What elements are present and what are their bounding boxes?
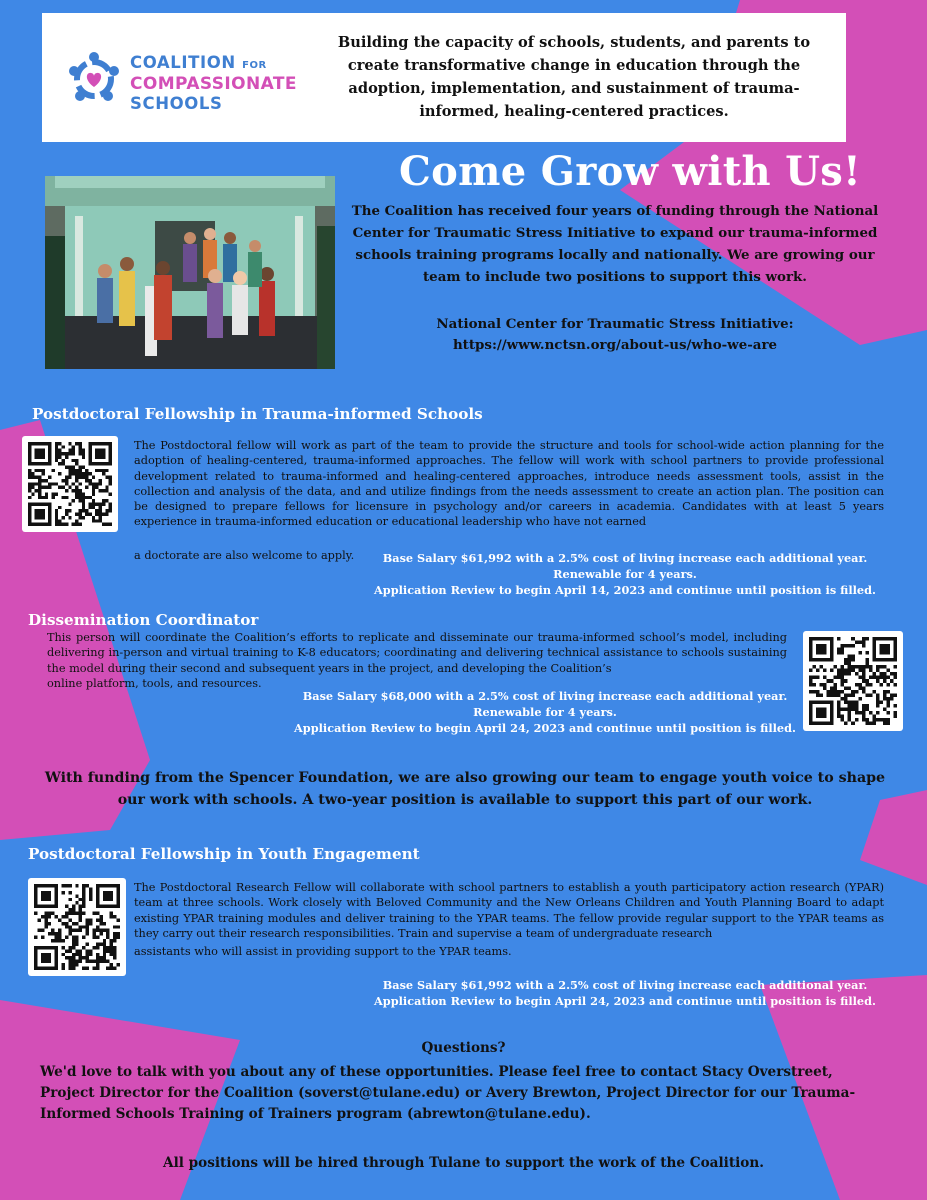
hero-title: Come Grow with Us! bbox=[399, 148, 861, 195]
position-2-salary: Base Salary $68,000 with a 2.5% cost of living increase each additional year. bbox=[302, 689, 788, 703]
logo-line3: SCHOOLS bbox=[130, 94, 223, 113]
position-3-review: Application Review to begin April 24, 2023 and continue until position is filled. bbox=[374, 994, 876, 1008]
qr-code-icon bbox=[28, 442, 112, 526]
nctsn-label: National Center for Traumatic Stress Initiative: bbox=[436, 316, 794, 332]
qr-code-position-3[interactable] bbox=[28, 878, 126, 976]
footer-note: All positions will be hired through Tulane to support the work of the Coalition. bbox=[163, 1155, 764, 1171]
nctsn-link[interactable]: https://www.nctsn.org/about-us/who-we-are bbox=[452, 337, 778, 353]
position-2-title: Dissemination Coordinator bbox=[28, 611, 259, 629]
nctsn-reference bbox=[345, 314, 885, 356]
position-1-renewable: Renewable for 4 years. bbox=[553, 567, 697, 581]
people-circle-heart-icon bbox=[64, 49, 124, 109]
logo-line2: COMPASSIONATE bbox=[130, 74, 297, 94]
position-1-description-end: a doctorate are also welcome to apply. bbox=[134, 549, 355, 562]
position-1-salary: Base Salary $61,992 with a 2.5% cost of living increase each additional year. bbox=[382, 551, 868, 565]
questions-heading: Questions? bbox=[421, 1040, 506, 1056]
position-1-review: Application Review to begin April 14, 2023 and continue until position is filled. bbox=[374, 583, 876, 597]
header-banner bbox=[42, 13, 846, 142]
position-3-salary: Base Salary $61,992 with a 2.5% cost of living increase each additional year. bbox=[382, 978, 868, 992]
qr-code-position-1[interactable] bbox=[22, 436, 118, 532]
team-photo bbox=[45, 176, 335, 369]
logo-for: FOR bbox=[242, 60, 267, 71]
position-3-description-end: assistants who will assist in providing support to the YPAR teams. bbox=[134, 945, 512, 958]
position-2-renewable: Renewable for 4 years. bbox=[473, 705, 617, 719]
position-2-review: Application Review to begin April 24, 2023 and continue until position is filled. bbox=[294, 721, 796, 735]
position-3-title: Postdoctoral Fellowship in Youth Engagement bbox=[28, 845, 420, 863]
qr-code-position-2[interactable] bbox=[803, 631, 903, 731]
position-1-title: Postdoctoral Fellowship in Trauma-informed Schools bbox=[32, 405, 483, 423]
position-2-description-end: online platform, tools, and resources. bbox=[47, 677, 262, 690]
questions-body: We'd love to talk with you about any of these opportunities. Please feel free to contact Stacy Overstreet, Project Director for the Coalition (soverst@tulane.edu) or Avery Brewton, Project Director for our Trauma-Informed Schools Training of Trainers program (abrewton@tulane.edu). bbox=[40, 1064, 856, 1122]
logo-line1: COALITION bbox=[130, 53, 236, 72]
position-1-terms bbox=[370, 550, 880, 598]
position-3-description: The Postdoctoral Research Fellow will collaborate with school partners to establish a youth participatory action research (YPAR) team at three schools. Work closely with Beloved Community and the New Orleans Children and Youth Planning Board to adapt existing YPAR training modules and deliver training to the YPAR teams. The fellow provide regular support to the YPAR teams as they carry out their research responsibilities. Train and supervise a team of undergraduate research bbox=[134, 881, 884, 940]
funding-intro: The Coalition has received four years of funding through the National Center for Traumatic Stress Initiative to expand our trauma-informed schools training programs locally and nationally. We are growing our team to include two positions to support this work. bbox=[351, 203, 879, 285]
position-3-terms bbox=[370, 977, 880, 1009]
mission-statement: Building the capacity of schools, students, and parents to create transformative change in education through the adoption, implementation, and sustainment of trauma-informed, healing-centered practices. bbox=[337, 34, 811, 120]
position-2-terms bbox=[290, 688, 800, 736]
position-2-description: This person will coordinate the Coalition’s efforts to replicate and disseminate our trauma-informed school’s model, including delivering in-person and virtual training to K-8 educators; coordinating and delivering technical assistance to schools sustaining the model during their second and subsequent years in the project, and developing the Coalition’s bbox=[47, 631, 787, 675]
position-1-description: The Postdoctoral fellow will work as part of the team to provide the structure and tools for school-wide action planning for the adoption of healing-centered, trauma-informed approaches. The fellow will work with school partners to provide professional development related to trauma-informed and healing-centered approaches, introduce needs assessment tools, assist in the collection and analysis of the data, and and utilize findings from the needs assessment to create an action plan. The position can be designed to prepare fellows for licensure in psychology and/or careers in academia. Candidates with at least 5 years experience in trauma-informed education or educational leadership who have not earned bbox=[134, 439, 884, 529]
qr-code-icon bbox=[809, 637, 897, 725]
spencer-foundation-note: With funding from the Spencer Foundation, we are also growing our team to engage youth voice to shape our work with schools. A two-year position is available to support this part of our work. bbox=[44, 770, 886, 808]
qr-code-icon bbox=[34, 884, 120, 970]
logo-wordmark bbox=[130, 53, 297, 113]
